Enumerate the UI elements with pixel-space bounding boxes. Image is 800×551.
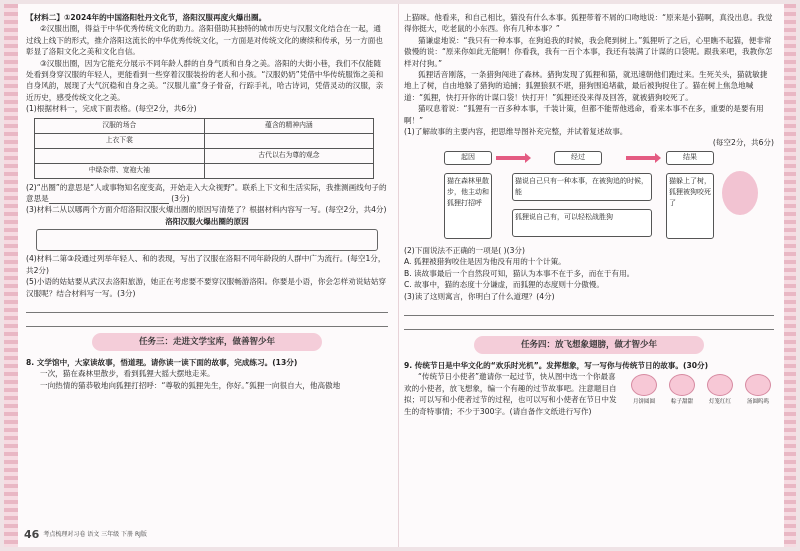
table-blank[interactable] xyxy=(204,133,374,148)
mascot-label: 汤圆呜呜 xyxy=(746,399,769,406)
footer-text: 考点梳理对习卷 语文 三年级 下册 RJ版 xyxy=(43,531,147,538)
q1-table xyxy=(34,118,374,179)
q1: (1)根据材料一，完成下面表格。(每空2分，共6分) xyxy=(26,104,197,114)
node-result: 结果 xyxy=(666,151,714,165)
q8: 8. 文学馆中，大家读故事，悟道理。请你读一读下面的故事，完成练习。(13分) xyxy=(26,357,298,367)
arrow-icon xyxy=(496,156,526,160)
q3: (3)材料二从以哪两个方面介绍洛阳汉服火爆出圈的原因写清楚了？根据材料内容写一写。(每空2分，共4分) xyxy=(26,205,387,215)
m2-p3: ③汉服出圈，因为它能充分展示不同年龄人群的自身气质和自身之美。洛阳的大街小巷，我们不仅能随处看到身穿汉服的年轻人，更能看到一些穿着汉服装扮的老人和小孩。“汉服奶奶”凭借中华传统服饰之美和自身风韵，展现了大气沉稳和自身之美。“汉服儿童”身子骨奋，行踪手礼，哈古诗词，凭借灵动的汉服，亲近历史，感受传统文化之美。 xyxy=(26,58,384,102)
page-spine xyxy=(398,4,399,547)
q-r1: (1)了解故事的主要内容，把思维导图补充完整，并试着复述故事。 xyxy=(404,127,628,137)
q9-body: “传统节日小使者”邀请你一起过节，快从图中选一个你最喜欢的小使者，放飞想象，编一个有趣的过节故事吧。注意题目自拟；可以写和小使者过节的过程，也可以写和小使者在节日中发生的奇特事情；不少于300字。(请自备作文纸进行写作) xyxy=(404,372,617,416)
answer-line[interactable] xyxy=(404,302,774,316)
q2 xyxy=(26,182,388,205)
table-header-1: 汉服的场合 xyxy=(35,118,205,133)
task3-banner: 任务三：走进文学宝库，做善智少年 xyxy=(92,333,322,351)
left-page xyxy=(26,12,388,391)
mascot-label: 灯笼红红 xyxy=(708,399,731,406)
answer-line[interactable] xyxy=(26,313,388,327)
table-cell: 上衣下裳 xyxy=(35,133,205,148)
footer xyxy=(24,528,147,541)
mascot-tangyuan xyxy=(742,374,774,417)
left-decor-border xyxy=(4,4,18,547)
q-r3: (3)读了这则寓言，你明白了什么道理？(4分) xyxy=(404,291,555,301)
arrow-icon xyxy=(626,156,656,160)
mascot-mooncake xyxy=(628,374,660,417)
node-cause: 起因 xyxy=(444,151,492,165)
table-blank[interactable] xyxy=(35,148,205,163)
table-blank[interactable] xyxy=(204,163,374,178)
answer-line[interactable] xyxy=(404,316,774,330)
option-c[interactable]: C. 故事中，猫的态度十分谦虚，而狐狸的态度则十分傲慢。 xyxy=(404,280,604,290)
mind-map xyxy=(404,151,774,243)
node-result-body: 猫躲上了树，狐狸被狗咬死了 xyxy=(666,173,714,239)
node-cause-body: 猫在森林里散步，他主动和狐狸打招呼 xyxy=(444,173,492,239)
zongzi-icon xyxy=(669,374,695,396)
mascot-label: 月饼圆圆 xyxy=(632,399,655,406)
answer-line[interactable] xyxy=(26,299,388,313)
tree-illustration xyxy=(722,171,758,215)
story5: 狐狸话音刚落，一条猎狗闯进了森林。猎狗发现了狐狸和猫，就迅速朝他们跑过来。生死关头，猫就敏捷地上了树，自由地躲了猎狗的追捕；狐狸狼狈不堪，猎狗围追堵截，最后被狗捉住了。猫在树上焦急地喊道：“狐狸，快打开你的计谋口袋！快打开！”狐狸还没来得及回答，就被猎狗咬死了。 xyxy=(404,70,768,102)
table-cell: 中绿杂带、宽袍大袖 xyxy=(35,163,205,178)
q4: (4)材料二第③段通过列举年轻人、和的表现，写出了汉服在洛阳不同年龄段的人群中广为流行。(每空1分，共2分) xyxy=(26,254,386,275)
mascot-label: 粽子甜甜 xyxy=(670,399,693,406)
option-a[interactable]: A. 狐狸被猎狗咬住是因为他没有用的十个计策。 xyxy=(404,257,566,267)
story4: 猫谦虚地说：“我只有一种本事，在狗追我的时候，我会爬到树上。”狐狸听了之后，心里瞧不起猫，便非常傲慢的说：“原来你如此无能啊！你看我，我有一百个本事，我还有装满了计谋的口袋呢。跟我来吧，我教你怎样对付狗。” xyxy=(404,35,773,68)
worksheet xyxy=(4,4,796,547)
q9-section xyxy=(404,371,774,417)
mascots xyxy=(628,374,774,417)
node-process: 经过 xyxy=(554,151,602,165)
option-b[interactable]: B. 读故事最后一个自然段可知，猫认为本事不在于多，而在于有用。 xyxy=(404,268,635,278)
story6: 猫叹息着说：“狐狸有一百多种本事，千装计策，但都不能帮他逃命，看来本事不在多，重要的是要有用啊！” xyxy=(404,104,764,125)
node-process-2: 狐狸说自己有，可以轻松战胜狗 xyxy=(512,209,652,237)
reason-title: 洛阳汉服火爆出圈的原因 xyxy=(165,216,249,226)
reason-box[interactable] xyxy=(36,229,378,251)
story3: 上猫咪。他看来，和自己相比，猫没有什么本事。狐狸带着不屑的口吻地说：“原来是小猫啊，真没出息。我觉得你挺大，吃老鼠的小东西。你有几种本事？” xyxy=(404,13,773,34)
mascot-zongzi xyxy=(666,374,698,417)
page-number: 46 xyxy=(24,528,40,541)
story2: 一向热情的猫恭敬地向狐狸打招呼：“尊敬的狐狸先生，你好。”狐狸一向很自大，他高傲地 xyxy=(40,380,341,390)
lantern-icon xyxy=(707,374,733,396)
q-r1-score: (每空2分，共6分) xyxy=(712,138,774,148)
right-page xyxy=(404,12,774,417)
m2-intro: 【材料二】①2024年的中国洛阳牡丹文化节，洛阳汉服再度火爆出圈。 xyxy=(26,13,267,22)
q2-text: (2)“出圈”的意思是“人或事物知名度变高，开始走入大众视野”。联系上下文和生活实际，我推测画线句子的意思是 xyxy=(26,182,387,204)
table-header-2: 蕴含的精神内涵 xyxy=(204,118,374,133)
m2-p2: ②汉服出圈，得益于中华优秀传统文化的助力。洛阳借助其独特的城市历史与汉服文化结合在一起，通过线上线下的形式，推介洛阳这流长的中华优秀传统文化，一方面是对传统文化的赓续和传承，另一方面也彰显了洛阳文化之美和文化自信。 xyxy=(26,24,383,57)
mascot-lantern xyxy=(704,374,736,417)
story1: 一次，猫在森林里散步，看到狐狸大摇大摆地走来。 xyxy=(40,369,215,379)
right-decor-border xyxy=(784,4,796,547)
q2-score: (3分) xyxy=(171,194,190,204)
q5: (5)小语的姑姑要从武汉去洛阳旅游，她正在考虑要不要穿汉服畅游洛阳。你要是小语，你会怎样劝说姑姑穿汉服呢？结合材料写一写。(3分) xyxy=(26,277,387,298)
q9: 9. 传统节日是中华文化的“欢乐时光机”。发挥想象，写一写你与传统节日的故事。(30分) xyxy=(404,360,709,370)
table-cell: 古代以右为尊的观念 xyxy=(204,148,374,163)
node-process-1: 猫说自己只有一种本事，在被狗追的时候，能 xyxy=(512,173,652,201)
mooncake-icon xyxy=(631,374,657,396)
task4-banner: 任务四：放飞想象翅膀，做才智少年 xyxy=(474,336,704,354)
tangyuan-icon xyxy=(745,374,771,396)
q-r2: (2)下面说法不正确的一项是( )(3分) xyxy=(404,245,525,255)
